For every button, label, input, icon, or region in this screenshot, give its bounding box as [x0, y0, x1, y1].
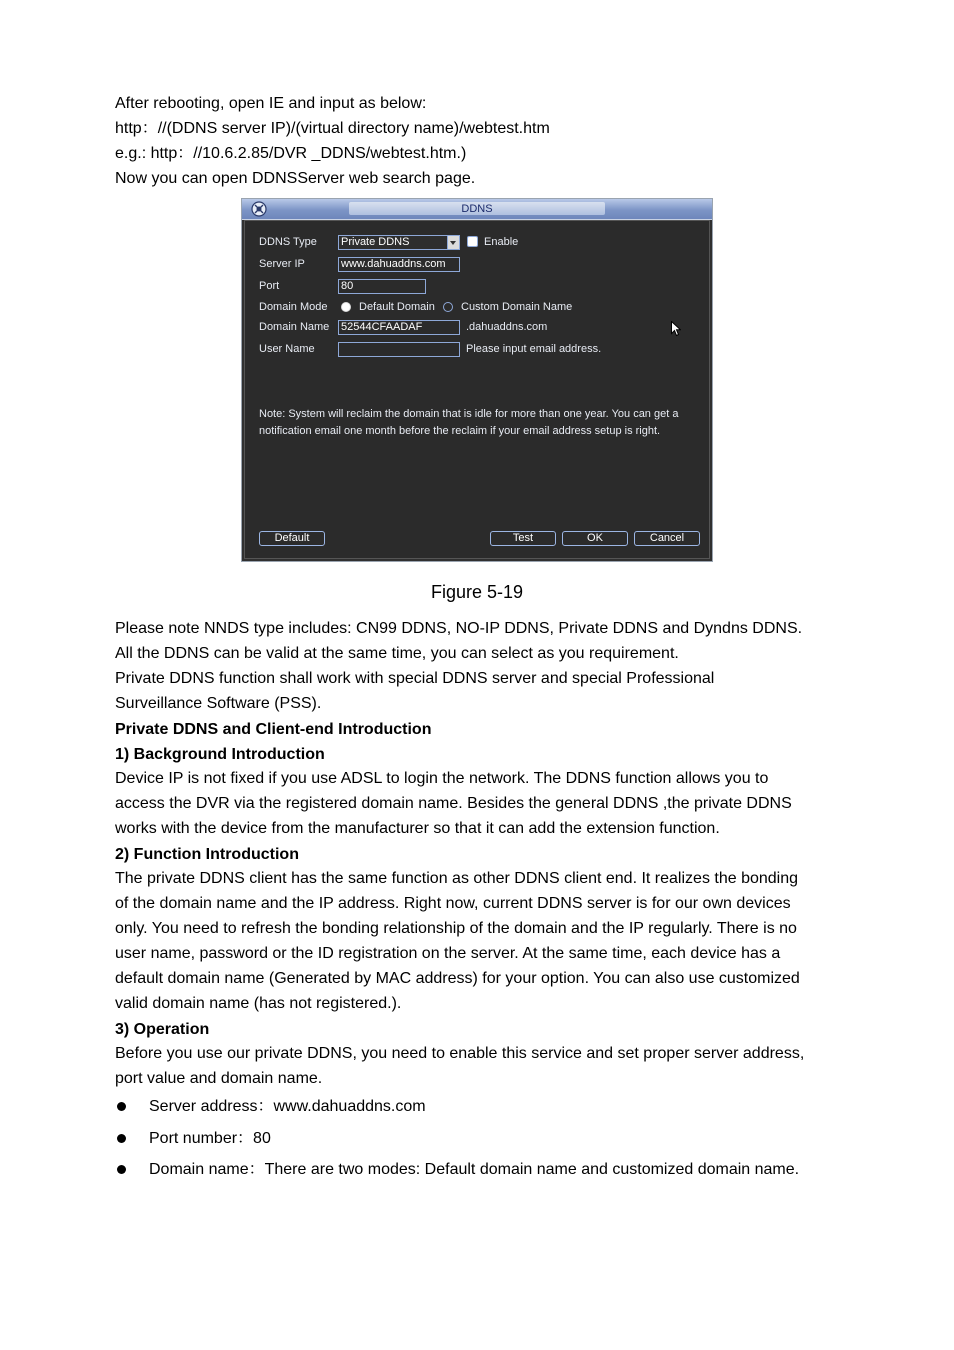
body-line: Please note NNDS type includes: CN99 DDNS, NO-IP DDNS, Private DDNS and Dyndns DDNS. [115, 620, 803, 637]
section-heading: Private DDNS and Client-end Introduction [115, 721, 432, 738]
default-domain-label: Default Domain [359, 301, 435, 313]
body-line: only. You need to refresh the bonding relationship of the domain and the IP regularly. There is no [115, 920, 797, 937]
body-line: of the domain name and the IP address. Right now, current DDNS server is for our own devices [115, 895, 791, 912]
body-line: access the DVR via the registered domain name. Besides the general DDNS ,the private DDNS [115, 795, 792, 812]
custom-domain-label: Custom Domain Name [461, 301, 573, 313]
ok-button[interactable]: OK [562, 531, 628, 546]
custom-domain-radio[interactable] [443, 302, 453, 312]
bullet-icon [117, 1102, 126, 1111]
body-line: port value and domain name. [115, 1070, 323, 1087]
body-line: Before you use our private DDNS, you need to enable this service and set proper server address, [115, 1045, 805, 1062]
port-input[interactable]: 80 [338, 279, 426, 294]
ddns-type-label: DDNS Type [259, 236, 317, 248]
figure-caption: Figure 5-19 [430, 582, 524, 602]
body-line: default domain name (Generated by MAC address) for your option. You can also use customized [115, 970, 800, 987]
dialog-title-bar [242, 199, 712, 220]
enable-checkbox[interactable] [467, 236, 478, 247]
body-line: The private DDNS client has the same function as other DDNS client end. It realizes the bonding [115, 870, 799, 887]
domain-name-input[interactable]: 52544CFAADAF [338, 320, 460, 335]
body-line: works with the device from the manufacturer so that it can add the extension function. [115, 820, 720, 837]
domain-name-label: Domain Name [259, 321, 330, 333]
server-ip-label: Server IP [259, 258, 305, 270]
mouse-pointer-icon [671, 321, 681, 337]
body-line: All the DDNS can be valid at the same time, you can select as you requirement. [115, 645, 679, 662]
enable-label: Enable [484, 236, 519, 248]
section-heading: 2) Function Introduction [115, 846, 299, 863]
bullet-item: Server address：www.dahuaddns.com [149, 1098, 426, 1115]
body-line: valid domain name (has not registered.). [115, 995, 402, 1012]
intro-line: e.g.: http：//10.6.2.85/DVR _DDNS/webtest.htm.) [115, 145, 467, 162]
intro-line: http：//(DDNS server IP)/(virtual directory name)/webtest.htm [115, 120, 550, 137]
domain-suffix: .dahuaddns.com [466, 321, 548, 333]
bullet-icon [117, 1165, 126, 1174]
body-line: Surveillance Software (PSS). [115, 695, 322, 712]
default-button[interactable]: Default [259, 531, 325, 546]
intro-line: After rebooting, open IE and input as below: [115, 95, 427, 112]
body-line: Private DDNS function shall work with special DDNS server and special Professional [115, 670, 715, 687]
server-ip-input[interactable]: www.dahuaddns.com [338, 257, 460, 272]
user-name-input[interactable] [338, 342, 460, 357]
note-text: Note: System will reclaim the domain that is idle for more than one year. You can get a [259, 408, 679, 420]
bullet-icon [117, 1134, 126, 1143]
ddns-dialog [241, 198, 713, 562]
ddns-type-select[interactable] [338, 235, 460, 250]
intro-line: Now you can open DDNSServer web search page. [115, 170, 476, 187]
cancel-button[interactable]: Cancel [634, 531, 700, 546]
dialog-body [244, 220, 710, 559]
chevron-down-icon[interactable] [447, 236, 459, 249]
ddns-type-value: Private DDNS [341, 236, 410, 248]
note-text: notification email one month before the reclaim if your email address setup is right. [259, 425, 661, 437]
section-heading: 3) Operation [115, 1021, 210, 1038]
port-label: Port [259, 280, 280, 292]
bullet-item: Domain name：There are two modes: Default domain name and customized domain name. [149, 1161, 800, 1178]
dialog-title: DDNS [461, 203, 493, 215]
body-line: user name, password or the ID registration on the server. At the same time, each device has a [115, 945, 781, 962]
body-line: Device IP is not fixed if you use ADSL to login the network. The DDNS function allows you to [115, 770, 769, 787]
section-heading: 1) Background Introduction [115, 746, 325, 763]
default-domain-radio[interactable] [341, 302, 351, 312]
bullet-item: Port number：80 [149, 1130, 271, 1147]
user-name-hint: Please input email address. [466, 343, 602, 355]
test-button[interactable]: Test [490, 531, 556, 546]
domain-mode-label: Domain Mode [259, 301, 328, 313]
user-name-label: User Name [259, 343, 315, 355]
